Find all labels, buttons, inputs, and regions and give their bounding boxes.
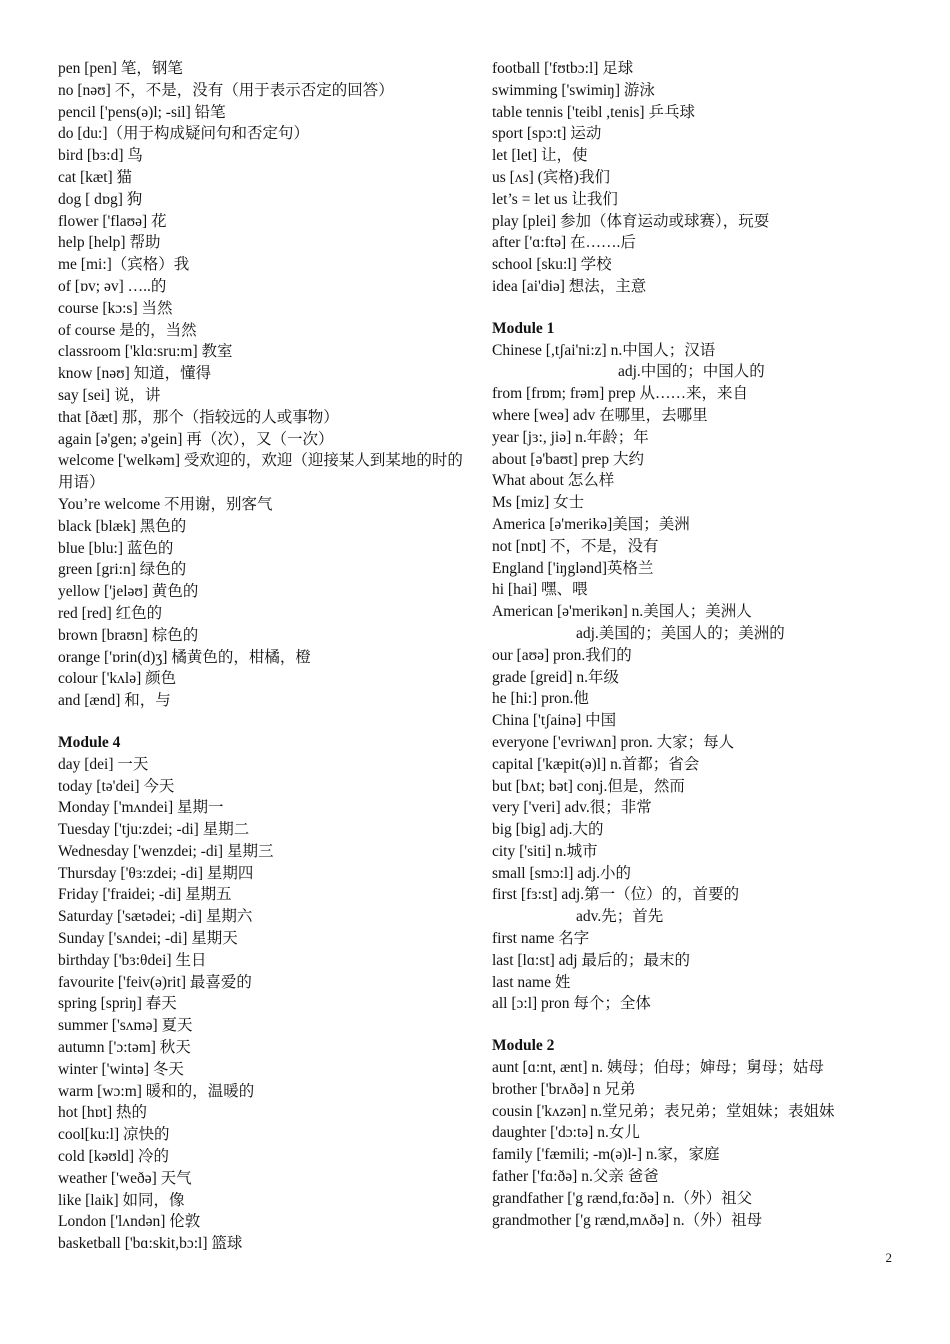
vocab-entry: but [bʌt; bət] conj.但是，然而	[492, 777, 685, 795]
vocab-entry: father ['fɑ:ðə] n.父亲 爸爸	[492, 1168, 659, 1186]
vocab-entry: hot [hɒt] 热的	[58, 1104, 148, 1122]
vocab-entry: again [ə'gen; ə'gein] 再（次），又（一次）	[58, 430, 334, 448]
vocab-entry: American [ə'merikən] n.美国人；美洲人	[492, 603, 752, 621]
vocab-entry: warm [wɔ:m] 暖和的，温暖的	[58, 1082, 255, 1100]
vocab-entry: about [ə'baʊt] prep 大约	[492, 450, 645, 468]
vocab-entry: everyone ['evriwʌn] pron. 大家；每人	[492, 733, 735, 751]
vocab-entry: and [ænd] 和，与	[58, 692, 171, 710]
vocab-entry: welcome ['welkəm] 受欢迎的，欢迎（迎接某人到某地的时的用语）	[58, 452, 463, 492]
vocab-entry: our [aʊə] pron.我们的	[492, 646, 632, 664]
vocab-entry: black [blæk] 黑色的	[58, 517, 187, 535]
vocab-entry: bird [bɜ:d] 鸟	[58, 147, 143, 165]
vocab-entry: cool[ku:l] 凉快的	[58, 1126, 170, 1144]
vocab-entry: basketball ['bɑ:skit,bɔ:l] 篮球	[58, 1235, 243, 1253]
vocab-entry: today [tə'dei] 今天	[58, 777, 175, 795]
vocab-entry: like [laik] 如同，像	[58, 1191, 185, 1209]
vocab-entry: brother ['brʌðə] n 兄弟	[492, 1080, 636, 1098]
vocab-entry: not [nɒt] 不，不是，没有	[492, 537, 659, 555]
vocab-entry: colour ['kʌlə] 颜色	[58, 670, 177, 688]
vocab-entry: capital ['kæpit(ə)l] n.首都；省会	[492, 755, 700, 773]
vocab-entry: course [kɔ:s] 当然	[58, 299, 173, 317]
vocab-entry: after ['ɑ:ftə] 在…….后	[492, 234, 636, 252]
vocab-entry: dog [ dɒg] 狗	[58, 190, 143, 208]
vocab-entry: orange ['ɒrin(d)ʒ] 橘黄色的，柑橘，橙	[58, 648, 311, 666]
vocab-entry: cousin ['kʌzən] n.堂兄弟；表兄弟；堂姐妹；表姐妹	[492, 1102, 835, 1120]
vocab-entry: flower ['flaʊə] 花	[58, 212, 167, 230]
vocab-entry: China ['tʃainə] 中国	[492, 712, 617, 730]
vocab-entry: school [sku:l] 学校	[492, 256, 612, 274]
vocab-entry: aunt [ɑ:nt, ænt] n. 姨母；伯母；婶母；舅母；姑母	[492, 1059, 824, 1077]
vocab-entry: favourite ['feiv(ə)rit] 最喜爱的	[58, 973, 252, 991]
vocab-entry: me [mi:]（宾格）我	[58, 256, 190, 274]
vocab-entry: grade [greid] n.年级	[492, 668, 619, 686]
vocab-entry: Saturday ['sætədei; -di] 星期六	[58, 908, 253, 926]
vocab-entry: us [ʌs] (宾格)我们	[492, 168, 610, 186]
vocab-entry: autumn ['ɔ:təm] 秋天	[58, 1039, 191, 1057]
vocab-entry: You’re welcome 不用谢，别客气	[58, 495, 273, 513]
vocab-entry: idea [ai'diə] 想法，主意	[492, 277, 647, 295]
module-heading: Module 4	[58, 733, 121, 751]
vocab-entry: Friday ['fraidei; -di] 星期五	[58, 886, 232, 904]
vocab-entry: Thursday ['θɜ:zdei; -di] 星期四	[58, 864, 254, 882]
vocab-entry: pen [pen] 笔，钢笔	[58, 60, 183, 77]
vocab-entry: play [plei] 参加（体育运动或球赛），玩耍	[492, 212, 770, 230]
module-heading: Module 2	[492, 1037, 555, 1055]
vocab-entry: big [big] adj.大的	[492, 821, 604, 839]
vocab-entry: pencil ['pens(ə)l; -sil] 铅笔	[58, 103, 226, 121]
vocab-entry: of course 是的，当然	[58, 321, 197, 339]
vocab-entry: cat [kæt] 猫	[58, 168, 133, 186]
vocab-entry: table tennis ['teibl ,tenis] 乒乓球	[492, 103, 695, 121]
vocab-entry: yellow ['jeləʊ] 黄色的	[58, 583, 199, 601]
vocab-entry: small [smɔ:l] adj.小的	[492, 864, 632, 882]
vocab-entry: family ['fæmili; -m(ə)l-] n.家，家庭	[492, 1146, 720, 1164]
vocab-entry: let’s = let us 让我们	[492, 190, 618, 208]
vocab-entry: know [nəʊ] 知道，懂得	[58, 365, 212, 383]
vocab-entry: England ['iŋglənd]英格兰	[492, 559, 654, 577]
vocab-entry: where [weə] adv 在哪里，去哪里	[492, 406, 708, 424]
vocab-entry: year [jɜ:, jiə] n.年龄；年	[492, 428, 649, 446]
vocab-entry: sport [spɔ:t] 运动	[492, 125, 602, 143]
vocab-entry: grandmother ['g rænd,mʌðə] n.（外）祖母	[492, 1211, 763, 1229]
page-number: 2	[885, 1250, 892, 1265]
vocab-entry: let [let] 让，使	[492, 147, 588, 165]
vocab-entry: London ['lʌndən] 伦敦	[58, 1213, 201, 1231]
vocab-entry: swimming ['swimiŋ] 游泳	[492, 81, 655, 99]
vocab-entry: he [hi:] pron.他	[492, 690, 589, 708]
vocab-entry: grandfather ['g rænd,fɑ:ðə] n.（外）祖父	[492, 1189, 753, 1207]
vocab-entry: last [lɑ:st] adj 最后的；最末的	[492, 951, 690, 969]
vocab-entry: city ['siti] n.城市	[492, 842, 598, 860]
vocab-entry: that [ðæt] 那，那个（指较远的人或事物）	[58, 408, 339, 426]
vocab-entry: of [ɒv; əv] …..的	[58, 277, 167, 295]
vocab-entry: weather ['weðə] 天气	[58, 1169, 192, 1187]
vocab-entry: first [fɜ:st] adj.第一（位）的，首要的	[492, 886, 740, 904]
vocab-entry: Sunday ['sʌndei; -di] 星期天	[58, 930, 238, 948]
vocab-entry: spring [spriŋ] 春天	[58, 995, 177, 1013]
left-column	[58, 58, 468, 1255]
vocab-entry: blue [blu:] 蓝色的	[58, 539, 174, 557]
vocab-entry: adj.美国的；美国人的；美洲的	[576, 624, 785, 642]
vocab-entry: Ms [miz] 女士	[492, 494, 585, 512]
vocab-entry: red [red] 红色的	[58, 604, 163, 622]
vocab-entry: birthday ['bɜ:θdei] 生日	[58, 951, 207, 969]
vocab-entry: last name 姓	[492, 973, 571, 991]
vocab-entry: Tuesday ['tju:zdei; -di] 星期二	[58, 821, 250, 839]
vocab-entry: say [sei] 说，讲	[58, 386, 161, 404]
vocab-entry: no [nəʊ] 不，不是，没有（用于表示否定的回答）	[58, 81, 394, 99]
vocab-entry: hi [hai] 嘿、喂	[492, 581, 588, 599]
vocab-entry: cold [kəʊld] 冷的	[58, 1148, 169, 1166]
vocab-entry: Chinese [,tʃai'ni:z] n.中国人；汉语	[492, 341, 716, 359]
vocab-entry: Monday ['mʌndei] 星期一	[58, 799, 224, 817]
vocab-entry: football ['fʊtbɔ:l] 足球	[492, 60, 634, 77]
vocab-entry: help [help] 帮助	[58, 234, 161, 252]
vocab-entry: America [ə'merikə]美国；美洲	[492, 515, 690, 533]
vocab-entry: daughter ['dɔ:tə] n.女儿	[492, 1124, 640, 1142]
vocab-entry: green [gri:n] 绿色的	[58, 561, 187, 579]
vocab-entry: What about 怎么样	[492, 472, 615, 490]
vocab-entry: very ['veri] adv.很；非常	[492, 799, 652, 817]
vocab-entry: day [dei] 一天	[58, 755, 149, 773]
vocab-entry: Wednesday ['wenzdei; -di] 星期三	[58, 842, 274, 860]
vocab-entry: first name 名字	[492, 930, 590, 948]
vocab-entry: brown [braʊn] 棕色的	[58, 626, 199, 644]
right-column	[492, 58, 912, 1231]
vocab-entry: all [ɔ:l] pron 每个；全体	[492, 995, 651, 1013]
vocab-entry: adj.中国的；中国人的	[618, 363, 765, 381]
vocab-entry: summer ['sʌmə] 夏天	[58, 1017, 193, 1035]
vocab-entry: winter ['wintə] 冬天	[58, 1060, 184, 1078]
vocab-entry: from [frɒm; frəm] prep 从……来，来自	[492, 385, 749, 403]
vocab-entry: do [du:]（用于构成疑问句和否定句）	[58, 125, 310, 143]
module-heading: Module 1	[492, 319, 555, 337]
vocab-entry: classroom ['klɑ:sru:m] 教室	[58, 343, 233, 361]
vocab-entry: adv.先；首先	[576, 908, 664, 926]
